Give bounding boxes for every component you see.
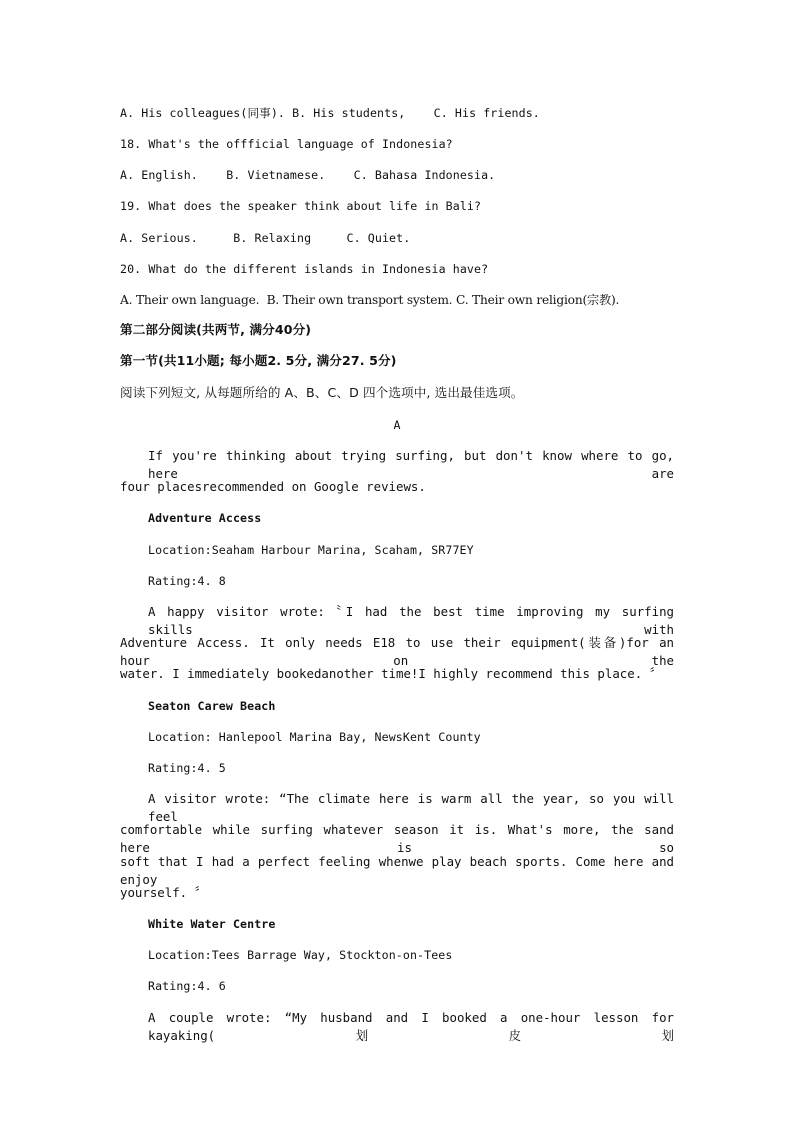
place-1-review-line-3: water. I immediately bookedanother time!I highly recommend this place. 〞 [120,666,663,681]
question-20-options: A. Their own language. B. Their own transport system. C. Their own religion(宗教). [120,293,620,307]
question-18: 18. What's the offficial language of Indonesia? [120,137,453,151]
part-two-heading: 第二部分阅读(共两节, 满分40分) [120,322,312,337]
place-3-review-line-1: A couple wrote: “My husband and I booked a one-hour lesson for kayaking(划皮划 [148,1010,674,1043]
place-2-location: Location: Hanlepool Marina Bay, NewsKent County [148,730,481,744]
place-3-location: Location:Tees Barrage Way, Stockton-on-Tees [148,948,453,962]
place-2-name: Seaton Carew Beach [148,699,276,713]
place-3-rating: Rating:4. 6 [148,979,226,993]
place-1-review-line-1: A happy visitor wrote:〝I had the best time improving my surfing skills with [148,604,674,637]
place-2-review-line-2: comfortable while surfing whatever season it is. What's more, the sand here is so [120,822,674,855]
question-18-options: A. English. B. Vietnamese. C. Bahasa Indonesia. [120,168,496,182]
question-17-options: A. His colleagues(同事). B. His students, C. His friends. [120,106,540,120]
place-2-rating: Rating:4. 5 [148,761,226,775]
intro-line-2: four placesrecommended on Google reviews. [120,479,426,494]
question-20: 20. What do the different islands in Indonesia have? [120,262,489,276]
place-1-review-line-2: Adventure Access. It only needs E18 to use their equipment(装备)for an hour on the [120,635,674,668]
place-3-name: White Water Centre [148,917,276,931]
place-2-review-line-4: yourself. 〞 [120,885,207,900]
question-19: 19. What does the speaker think about life in Bali? [120,199,482,213]
place-2-review-line-1: A visitor wrote: “The climate here is warm all the year, so you will feel [148,791,674,824]
intro-line-1: If you're thinking about trying surfing, but don't know where to go, here are [148,448,674,481]
place-2-review-line-3: soft that I had a perfect feeling whenwe play beach sports. Come here and enjoy [120,854,674,887]
reading-instructions: 阅读下列短文, 从每题所给的 A、B、C、D 四个选项中, 选出最佳选项。 [120,385,524,400]
place-1-name: Adventure Access [148,511,262,525]
passage-letter: A [393,418,401,432]
place-1-location: Location:Seaham Harbour Marina, Scaham, SR77EY [148,543,474,557]
question-19-options: A. Serious. B. Relaxing C. Quiet. [120,231,411,245]
section-one-heading: 第一节(共11小题; 每小题2. 5分, 满分27. 5分) [120,353,397,368]
place-1-rating: Rating:4. 8 [148,574,226,588]
